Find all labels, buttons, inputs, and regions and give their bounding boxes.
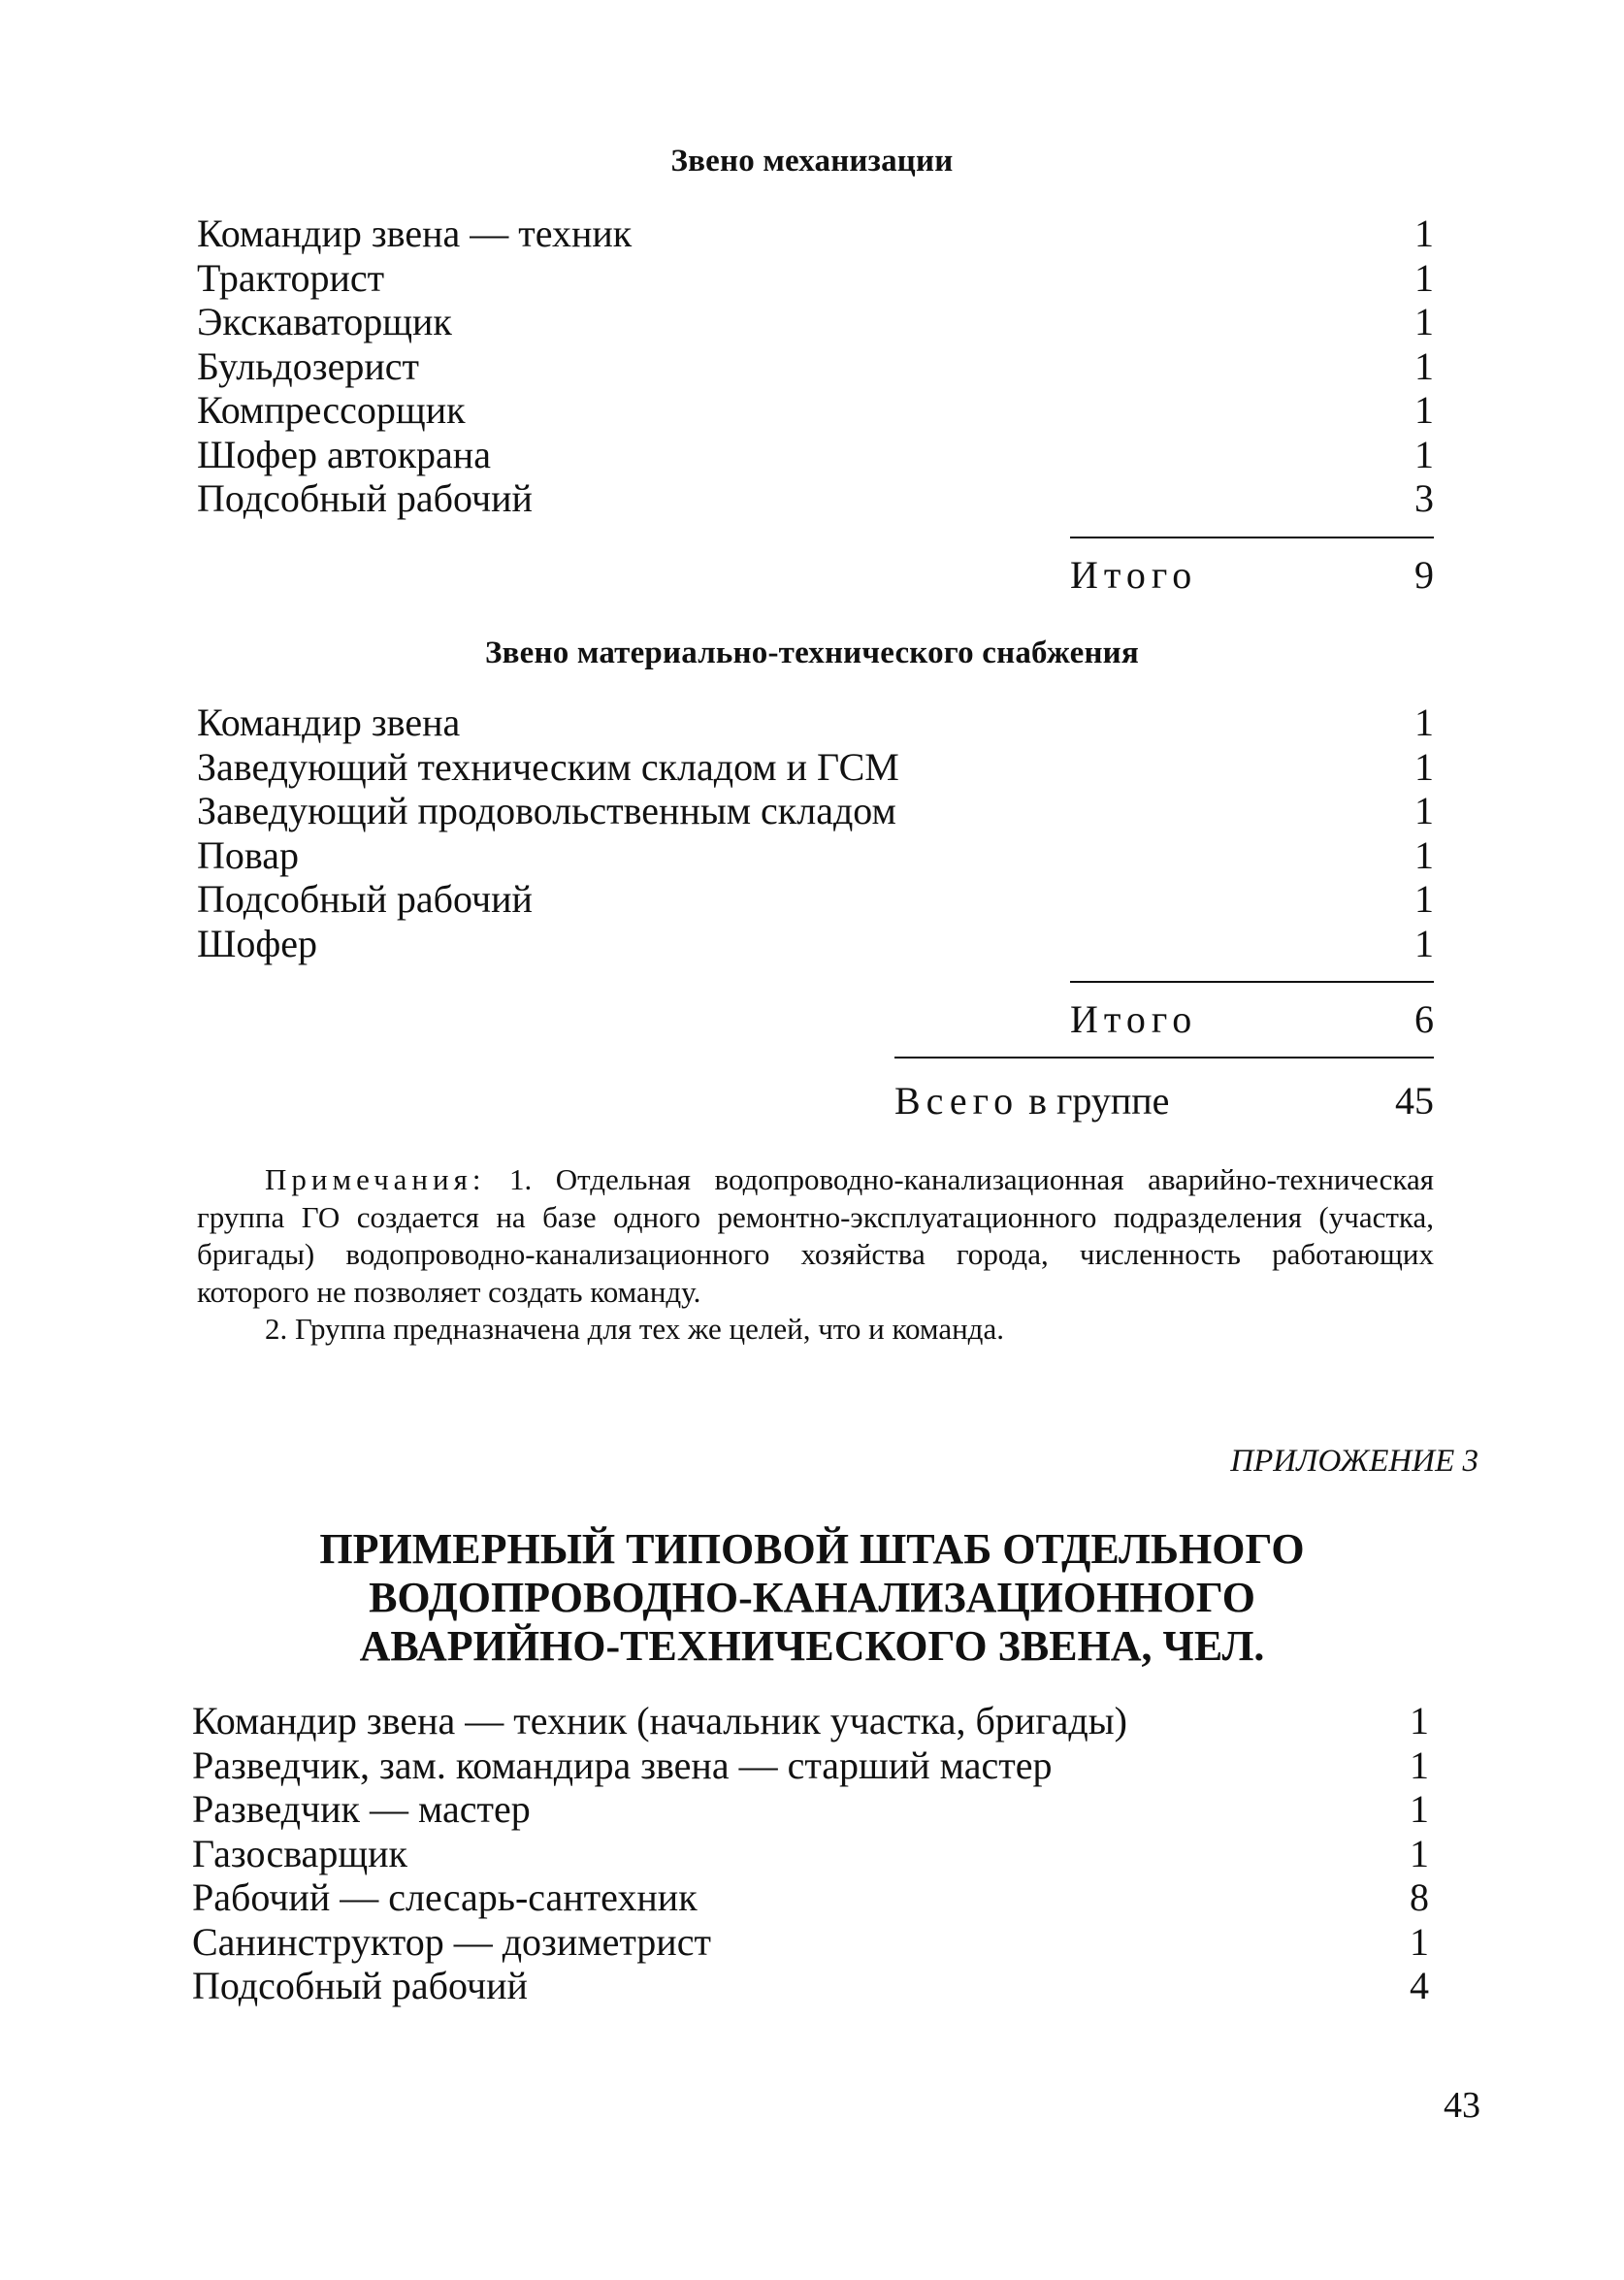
list-item — [192, 1920, 1429, 1965]
note-1-text: 1. Отдельная водопроводно-канализационная аварийно-техническая группа ГО создается на базе одного ремонтно-эксплуатационного подразделения (участка, бригады) водопроводно-канализационного хозяйства города, численность работающих которого не позволяет создать команду. — [197, 1162, 1434, 1309]
item-qty: 1 — [1414, 921, 1434, 965]
mechanization-total — [1070, 553, 1434, 598]
item-name: Газосварщик — [192, 1831, 407, 1875]
list-item — [197, 789, 1434, 833]
item-qty: 1 — [1414, 212, 1434, 255]
item-name: Разведчик — мастер — [192, 1787, 531, 1831]
list-item — [197, 833, 1434, 878]
list-item — [197, 212, 1434, 256]
item-qty: 1 — [1414, 832, 1434, 877]
item-qty: 3 — [1414, 476, 1434, 520]
item-name: Экскаваторщик — [197, 300, 452, 343]
supply-total — [1070, 997, 1434, 1042]
item-qty: 4 — [1410, 1964, 1429, 2007]
item-qty: 1 — [1414, 877, 1434, 921]
notes — [197, 1161, 1434, 1349]
list-item — [197, 877, 1434, 922]
item-name: Заведующий техническим складом и ГСМ — [197, 744, 899, 789]
item-name: Повар — [197, 832, 299, 877]
item-name: Бульдозерист — [197, 343, 419, 388]
list-item — [192, 1832, 1429, 1876]
item-qty: 1 — [1414, 255, 1434, 300]
total-value: 6 — [1414, 997, 1434, 1041]
item-qty: 1 — [1414, 343, 1434, 388]
total-label: Итого — [1070, 553, 1198, 597]
list-item — [197, 700, 1434, 745]
group-total-rule — [894, 1057, 1434, 1059]
item-name: Санинструктор — дозиметрист — [192, 1919, 711, 1964]
item-name: Командир звена — техник — [197, 212, 633, 255]
item-name: Командир звена — техник (начальник участка, бригады) — [192, 1699, 1127, 1743]
item-name: Подсобный рабочий — [197, 877, 533, 921]
appendix-title-line: ПРИМЕРНЫЙ ТИПОВОЙ ШТАБ ОТДЕЛЬНОГО — [319, 1525, 1305, 1573]
item-name: Заведующий продовольственным складом — [197, 789, 896, 832]
list-item — [192, 1964, 1429, 2008]
item-qty: 1 — [1414, 744, 1434, 789]
list-item — [197, 256, 1434, 301]
item-name: Рабочий — слесарь-сантехник — [192, 1875, 698, 1919]
list-item — [197, 433, 1434, 477]
supply-list — [197, 700, 1434, 965]
item-qty: 8 — [1410, 1875, 1429, 1919]
item-qty: 1 — [1410, 1699, 1429, 1743]
item-qty: 1 — [1414, 388, 1434, 432]
group-total-value: 45 — [1395, 1079, 1434, 1123]
page-number: 43 — [1444, 2085, 1480, 2126]
item-name: Командир звена — [197, 700, 461, 744]
supply-title: Звено материально-технического снабжения — [485, 635, 1139, 670]
appendix-title — [0, 1525, 1624, 1671]
subtotal-rule — [1070, 537, 1434, 538]
item-name: Тракторист — [197, 255, 385, 300]
appendix-list — [192, 1699, 1429, 2008]
item-qty: 1 — [1414, 700, 1434, 744]
list-item — [197, 300, 1434, 344]
list-item — [197, 388, 1434, 433]
item-qty: 1 — [1410, 1831, 1429, 1875]
item-name: Подсобный рабочий — [192, 1964, 528, 2007]
list-item — [192, 1787, 1429, 1832]
list-item — [192, 1875, 1429, 1920]
list-item — [197, 476, 1434, 521]
notes-label: Примечания: — [265, 1162, 486, 1196]
note-1 — [197, 1161, 1434, 1311]
item-qty: 1 — [1414, 300, 1434, 343]
item-qty: 1 — [1414, 789, 1434, 832]
appendix-title-line: ВОДОПРОВОДНО-КАНАЛИЗАЦИОННОГО — [369, 1574, 1255, 1621]
item-name: Подсобный рабочий — [197, 476, 533, 520]
mechanization-title: Звено механизации — [670, 144, 954, 179]
item-qty: 1 — [1414, 432, 1434, 476]
list-item — [192, 1699, 1429, 1743]
note-2: 2. Группа предназначена для тех же целей, что и команда. — [265, 1312, 1004, 1346]
total-label: Итого — [1070, 997, 1198, 1041]
group-total-label: Всего в группе — [894, 1079, 1170, 1123]
group-total — [894, 1079, 1434, 1124]
item-name: Компрессорщик — [197, 388, 466, 432]
item-name: Шофер автокрана — [197, 432, 491, 476]
item-qty: 1 — [1410, 1919, 1429, 1964]
list-item — [197, 922, 1434, 966]
appendix-label: ПРИЛОЖЕНИЕ 3 — [1230, 1444, 1478, 1479]
item-name: Разведчик, зам. командира звена — старший мастер — [192, 1743, 1053, 1787]
mechanization-list — [197, 212, 1434, 521]
list-item — [197, 745, 1434, 790]
subtotal-rule — [1070, 981, 1434, 983]
appendix-title-line: АВАРИЙНО-ТЕХНИЧЕСКОГО ЗВЕНА, ЧЕЛ. — [359, 1622, 1265, 1670]
total-value: 9 — [1414, 553, 1434, 597]
list-item — [192, 1743, 1429, 1788]
list-item — [197, 344, 1434, 389]
item-name: Шофер — [197, 921, 318, 965]
item-qty: 1 — [1410, 1787, 1429, 1831]
item-qty: 1 — [1410, 1743, 1429, 1787]
